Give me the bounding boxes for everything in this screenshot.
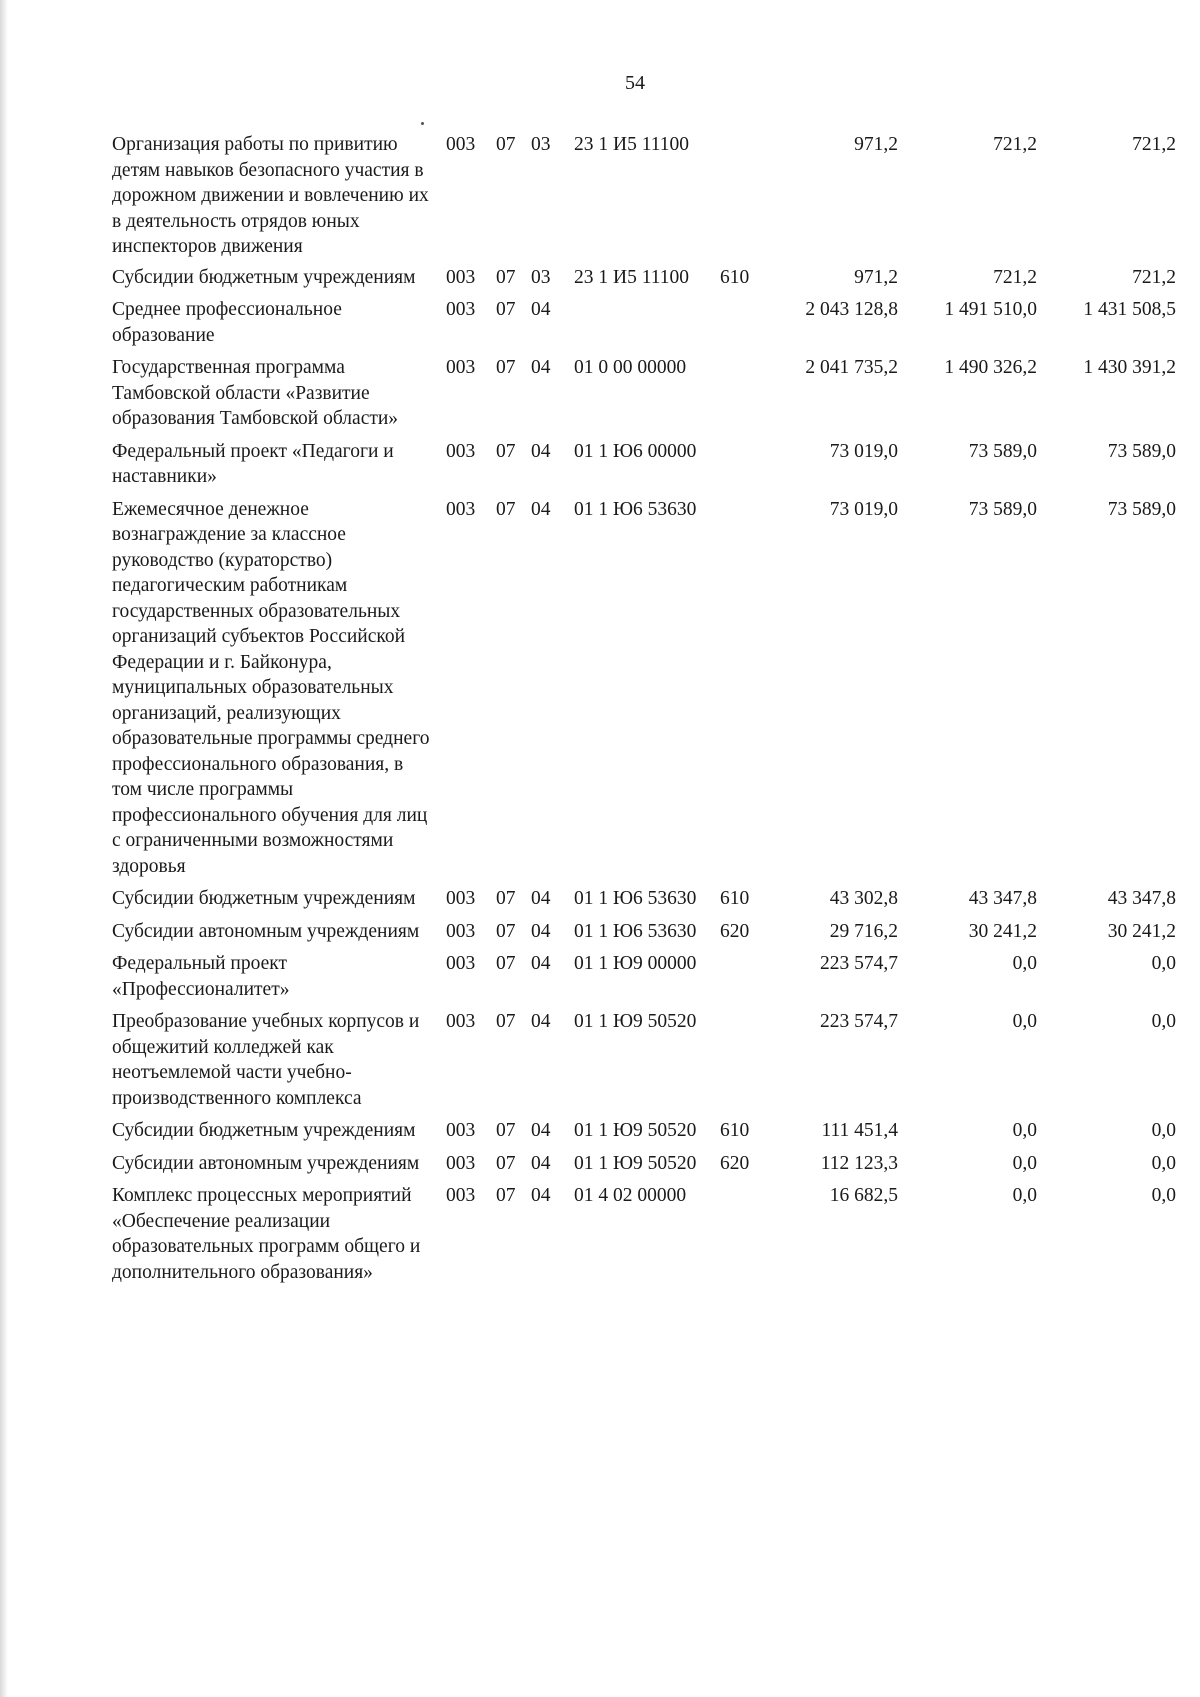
subsection-code: 04 [531,440,551,462]
row-name: Субсидии бюджетным учреждениям [112,888,416,909]
target-article-code: 01 1 Ю6 53630 [574,498,697,520]
page-number: 54 [625,72,645,94]
row-name: Ежемесячное денежное вознаграждение за классное руководство (кураторство) педагогическим работникам государственных образовательных организаций субъектов Российской Федерации и г. Байконура, муниципальных образовательных организаций, реализующих образовательные программы среднего профессионального образования, в том числе программы профессионального обучения для лиц с ограниченными возможностями здоровья [112,498,430,877]
amount-year-2: 721,2 [993,134,1037,155]
amount-year-3: 0,0 [1151,953,1176,974]
ministry-code: 003 [446,1152,476,1174]
subsection-code: 04 [531,1011,551,1032]
table-row [0,1009,1200,1111]
ministry-code: 003 [446,440,476,462]
amount-year-1: 223 574,7 [820,1011,898,1032]
table-row [0,497,1200,880]
row-name: Федеральный проект «Профессионалитет» [112,953,290,1000]
section-code: 07 [496,920,516,942]
ministry-code: 003 [446,920,476,942]
ministry-code: 003 [446,498,476,520]
table-row [0,265,1200,291]
amount-year-2: 43 347,8 [968,888,1037,909]
subsection-code: 04 [531,299,551,320]
table-row [0,297,1200,348]
amount-year-2: 0,0 [1012,1011,1037,1032]
amount-year-3: 1 430 391,2 [1083,357,1176,378]
section-code: 07 [496,1152,516,1174]
amount-year-3: 0,0 [1151,1120,1176,1141]
table-row [0,1183,1200,1285]
amount-year-2: 1 491 510,0 [944,299,1037,320]
amount-year-3: 73 589,0 [1107,440,1176,462]
amount-year-1: 43 302,8 [829,888,898,909]
section-code: 07 [496,299,516,320]
section-code: 07 [496,953,516,974]
amount-year-2: 73 589,0 [968,498,1037,520]
subsection-code: 03 [531,266,551,288]
ministry-code: 003 [446,1120,476,1141]
row-name: Федеральный проект «Педагоги и наставники» [112,440,394,487]
scan-speck [421,122,424,125]
section-code: 07 [496,498,516,520]
ministry-code: 003 [446,888,476,909]
ministry-code: 003 [446,357,476,378]
amount-year-1: 112 123,3 [820,1152,898,1174]
amount-year-2: 0,0 [1012,1120,1037,1141]
amount-year-3: 0,0 [1151,1185,1176,1206]
target-article-code: 01 1 Ю9 00000 [574,953,697,974]
section-code: 07 [496,1185,516,1206]
target-article-code: 23 1 И5 11100 [574,266,690,288]
amount-year-1: 971,2 [854,266,898,288]
ministry-code: 003 [446,953,476,974]
amount-year-2: 0,0 [1012,953,1037,974]
expense-type-code: 610 [720,1120,750,1141]
subsection-code: 04 [531,953,551,974]
table-row [0,439,1200,490]
target-article-code: 01 1 Ю9 50520 [574,1120,697,1141]
row-name: Субсидии бюджетным учреждениям [112,1120,416,1141]
section-code: 07 [496,357,516,378]
subsection-code: 04 [531,1120,551,1141]
amount-year-2: 0,0 [1012,1185,1037,1206]
table-row [0,1151,1200,1177]
row-name: Преобразование учебных корпусов и общежитий колледжей как неотъемлемой части учебно-производственного комплекса [112,1011,420,1109]
table-row [0,919,1200,945]
amount-year-3: 0,0 [1151,1152,1176,1174]
target-article-code: 23 1 И5 11100 [574,134,690,155]
amount-year-3: 43 347,8 [1107,888,1176,909]
subsection-code: 04 [531,1185,551,1206]
target-article-code: 01 1 Ю9 50520 [574,1152,697,1174]
ministry-code: 003 [446,1185,476,1206]
target-article-code: 01 4 02 00000 [574,1185,687,1206]
budget-table [0,132,1200,1285]
target-article-code: 01 0 00 00000 [574,357,687,378]
amount-year-3: 30 241,2 [1107,920,1176,942]
amount-year-2: 0,0 [1012,1152,1037,1174]
table-row [0,1118,1200,1144]
target-article-code: 01 1 Ю9 50520 [574,1011,697,1032]
subsection-code: 04 [531,888,551,909]
section-code: 07 [496,1011,516,1032]
amount-year-2: 73 589,0 [968,440,1037,462]
amount-year-2: 30 241,2 [968,920,1037,942]
target-article-code: 01 1 Ю6 53630 [574,888,697,909]
expense-type-code: 620 [720,920,750,942]
subsection-code: 04 [531,357,551,378]
section-code: 07 [496,134,516,155]
amount-year-1: 223 574,7 [820,953,898,974]
amount-year-3: 0,0 [1151,1011,1176,1032]
amount-year-3: 721,2 [1132,266,1176,288]
amount-year-1: 73 019,0 [829,440,898,462]
amount-year-3: 1 431 508,5 [1083,299,1176,320]
expense-type-code: 620 [720,1152,750,1174]
ministry-code: 003 [446,134,476,155]
ministry-code: 003 [446,1011,476,1032]
row-name: Комплекс процессных мероприятий «Обеспечение реализации образовательных программ общего и дополнительного образования» [112,1185,421,1283]
section-code: 07 [496,440,516,462]
amount-year-1: 971,2 [854,134,898,155]
amount-year-1: 16 682,5 [829,1185,898,1206]
section-code: 07 [496,1120,516,1141]
amount-year-2: 1 490 326,2 [944,357,1037,378]
row-name: Среднее профессиональное образование [112,299,342,346]
amount-year-1: 111 451,4 [821,1120,898,1141]
amount-year-1: 2 041 735,2 [805,357,898,378]
table-row [0,132,1200,260]
subsection-code: 04 [531,920,551,942]
row-name: Субсидии автономным учреждениям [112,1152,420,1174]
subsection-code: 03 [531,134,551,155]
amount-year-3: 721,2 [1132,134,1176,155]
subsection-code: 04 [531,1152,551,1174]
row-name: Государственная программа Тамбовской области «Развитие образования Тамбовской области» [112,357,399,429]
amount-year-1: 2 043 128,8 [805,299,898,320]
row-name: Субсидии автономным учреждениям [112,920,420,942]
table-row [0,886,1200,912]
amount-year-2: 721,2 [993,266,1037,288]
subsection-code: 04 [531,498,551,520]
ministry-code: 003 [446,299,476,320]
table-row [0,951,1200,1002]
target-article-code: 01 1 Ю6 00000 [574,440,697,462]
row-name: Организация работы по привитию детям навыков безопасного участия в дорожном движении и вовлечению их в деятельность отрядов юных инспекторов движения [112,134,429,257]
amount-year-1: 29 716,2 [829,920,898,942]
target-article-code: 01 1 Ю6 53630 [574,920,697,942]
table-row [0,355,1200,432]
section-code: 07 [496,266,516,288]
expense-type-code: 610 [720,266,750,288]
row-name: Субсидии бюджетным учреждениям [112,266,416,288]
section-code: 07 [496,888,516,909]
expense-type-code: 610 [720,888,750,909]
amount-year-3: 73 589,0 [1107,498,1176,520]
amount-year-1: 73 019,0 [829,498,898,520]
ministry-code: 003 [446,266,476,288]
